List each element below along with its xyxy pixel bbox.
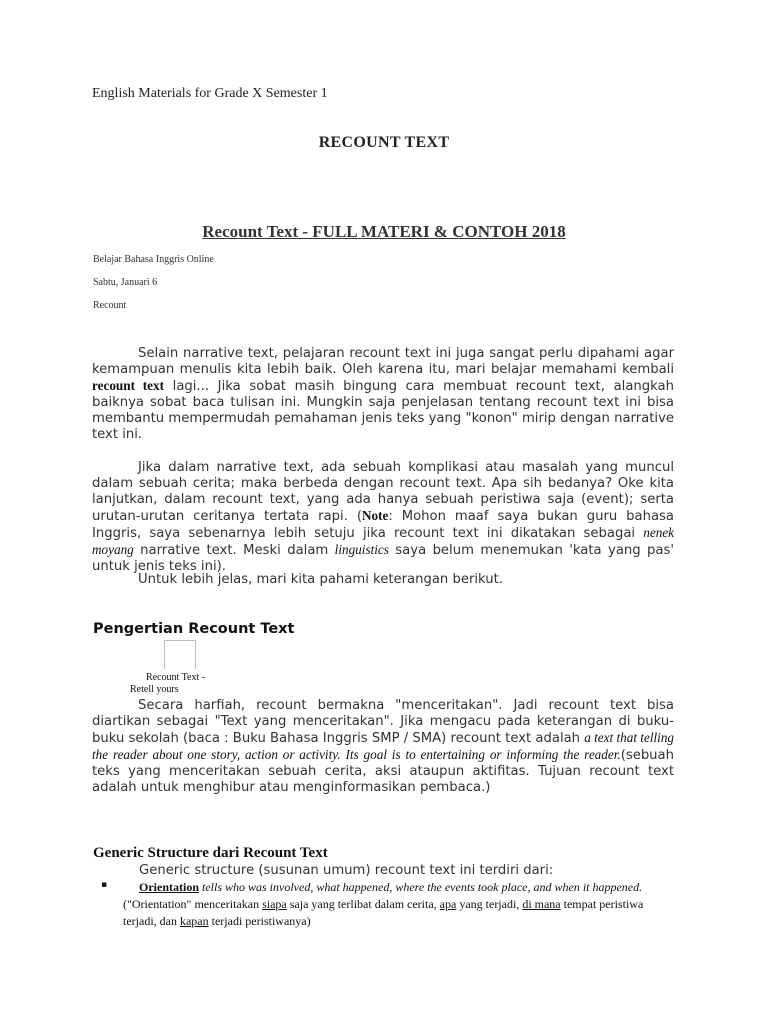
image-placeholder bbox=[164, 640, 196, 669]
paragraph-comparison-text-d: saya belum menemukan 'kata yang pas' untuk jenis teks ini). bbox=[92, 543, 674, 574]
definition-italic: a text that telling the reader about one story, action or activity. Its goal is to entertaining or informing the reader. bbox=[92, 730, 675, 762]
word-dimana: di mana bbox=[522, 897, 561, 911]
paragraph-comparison bbox=[92, 460, 674, 575]
orientation-term: Orientation bbox=[139, 880, 199, 894]
image-caption-line2: Retell yours bbox=[130, 684, 179, 695]
section-heading-structure: Generic Structure dari Recount Text bbox=[93, 845, 328, 861]
orientation-text-b: saja yang terlibat dalam cerita, bbox=[286, 897, 440, 911]
article-title: Recount Text - FULL MATERI & CONTOH 2018 bbox=[202, 222, 566, 241]
orientation-text-d: tempat peristiwa terjadi, dan bbox=[123, 897, 644, 928]
word-kapan: kapan bbox=[179, 914, 209, 928]
list-bullet: ▪ bbox=[101, 880, 108, 890]
post-label: Recount bbox=[93, 300, 127, 311]
paragraph-definition-text-b: (sebuah teks yang menceritakan sebuah cerita, aksi ataupun aktifitas. Tujuan recount text adalah untuk menghibur atau menginformasikan pembaca.) bbox=[92, 748, 674, 795]
list-item-orientation bbox=[123, 879, 675, 930]
blog-name: Belajar Bahasa Inggris Online bbox=[93, 254, 214, 265]
image-caption-line1: Recount Text - bbox=[146, 672, 206, 683]
section-heading-definition: Pengertian Recount Text bbox=[93, 621, 295, 637]
document-header: English Materials for Grade X Semester 1 bbox=[92, 86, 328, 101]
nenek-moyang-italic: nenek moyang bbox=[92, 525, 674, 557]
paragraph-comparison-text-c: narrative text. Meski dalam bbox=[133, 543, 335, 558]
paragraph-intro-text-b: lagi... Jika sobat masih bingung cara membuat recount text, alangkah baiknya sobat baca tulisan ini. Mungkin saja penjelasan tentang recount text ini bisa membantu mempermudah pemahaman jenis teks yang "konon" mirip dengan narrative text ini. bbox=[92, 379, 674, 442]
paragraph-intro-bold: recount text bbox=[92, 378, 164, 393]
paragraph-transition-text: Untuk lebih jelas, mari kita pahami keterangan berikut. bbox=[138, 572, 503, 587]
orientation-text-e: terjadi peristiwanya) bbox=[208, 914, 311, 928]
post-date: Sabtu, Januari 6 bbox=[93, 277, 158, 288]
orientation-text-c: yang terjadi, bbox=[456, 897, 523, 911]
word-siapa: siapa bbox=[262, 897, 287, 911]
paragraph-comparison-text-b: : Mohon maaf saya bukan guru bahasa Inggris, saya sebenarnya lebih setuju jika recount text ini dikatakan sebagai bbox=[92, 509, 674, 541]
orientation-text-a: ("Orientation" menceritakan bbox=[123, 897, 263, 911]
paragraph-definition bbox=[92, 698, 674, 796]
word-apa: apa bbox=[439, 897, 457, 911]
paragraph-transition bbox=[92, 572, 674, 588]
paragraph-definition-text-a: Secara harfiah, recount bermakna "menceritakan". Jadi recount text bisa diartikan sebagai "Text yang menceritakan". Jika mengacu pada keterangan di buku-buku sekolah (baca : Buku Bahasa Inggris SMP / SMA) recount text adalah bbox=[92, 698, 674, 746]
orientation-definition: tells who was involved, what happened, where the events took place, and when it happened. bbox=[199, 880, 643, 894]
note-label: Note bbox=[361, 508, 389, 523]
paragraph-intro bbox=[92, 346, 674, 443]
paragraph-intro-text-a: Selain narrative text, pelajaran recount text ini juga sangat perlu dipahami agar kemampuan menulis kita lebih baik. Oleh karena itu, mari belajar memahami kembali bbox=[92, 346, 674, 377]
paragraph-comparison-text-a: Jika dalam narrative text, ada sebuah komplikasi atau masalah yang muncul dalam sebuah cerita; maka berbeda dengan recount text. Apa sih bedanya? Oke kita lanjutkan, dalam recount text, yang ada hanya sebuah peristiwa saja (event); serta urutan-urutan ceritanya tertata rapi. ( bbox=[92, 460, 674, 524]
linguistics-italic: linguistics bbox=[334, 542, 389, 557]
document-title: RECOUNT TEXT bbox=[318, 134, 450, 151]
structure-intro: Generic structure (susunan umum) recount text ini terdiri dari: bbox=[139, 863, 554, 878]
